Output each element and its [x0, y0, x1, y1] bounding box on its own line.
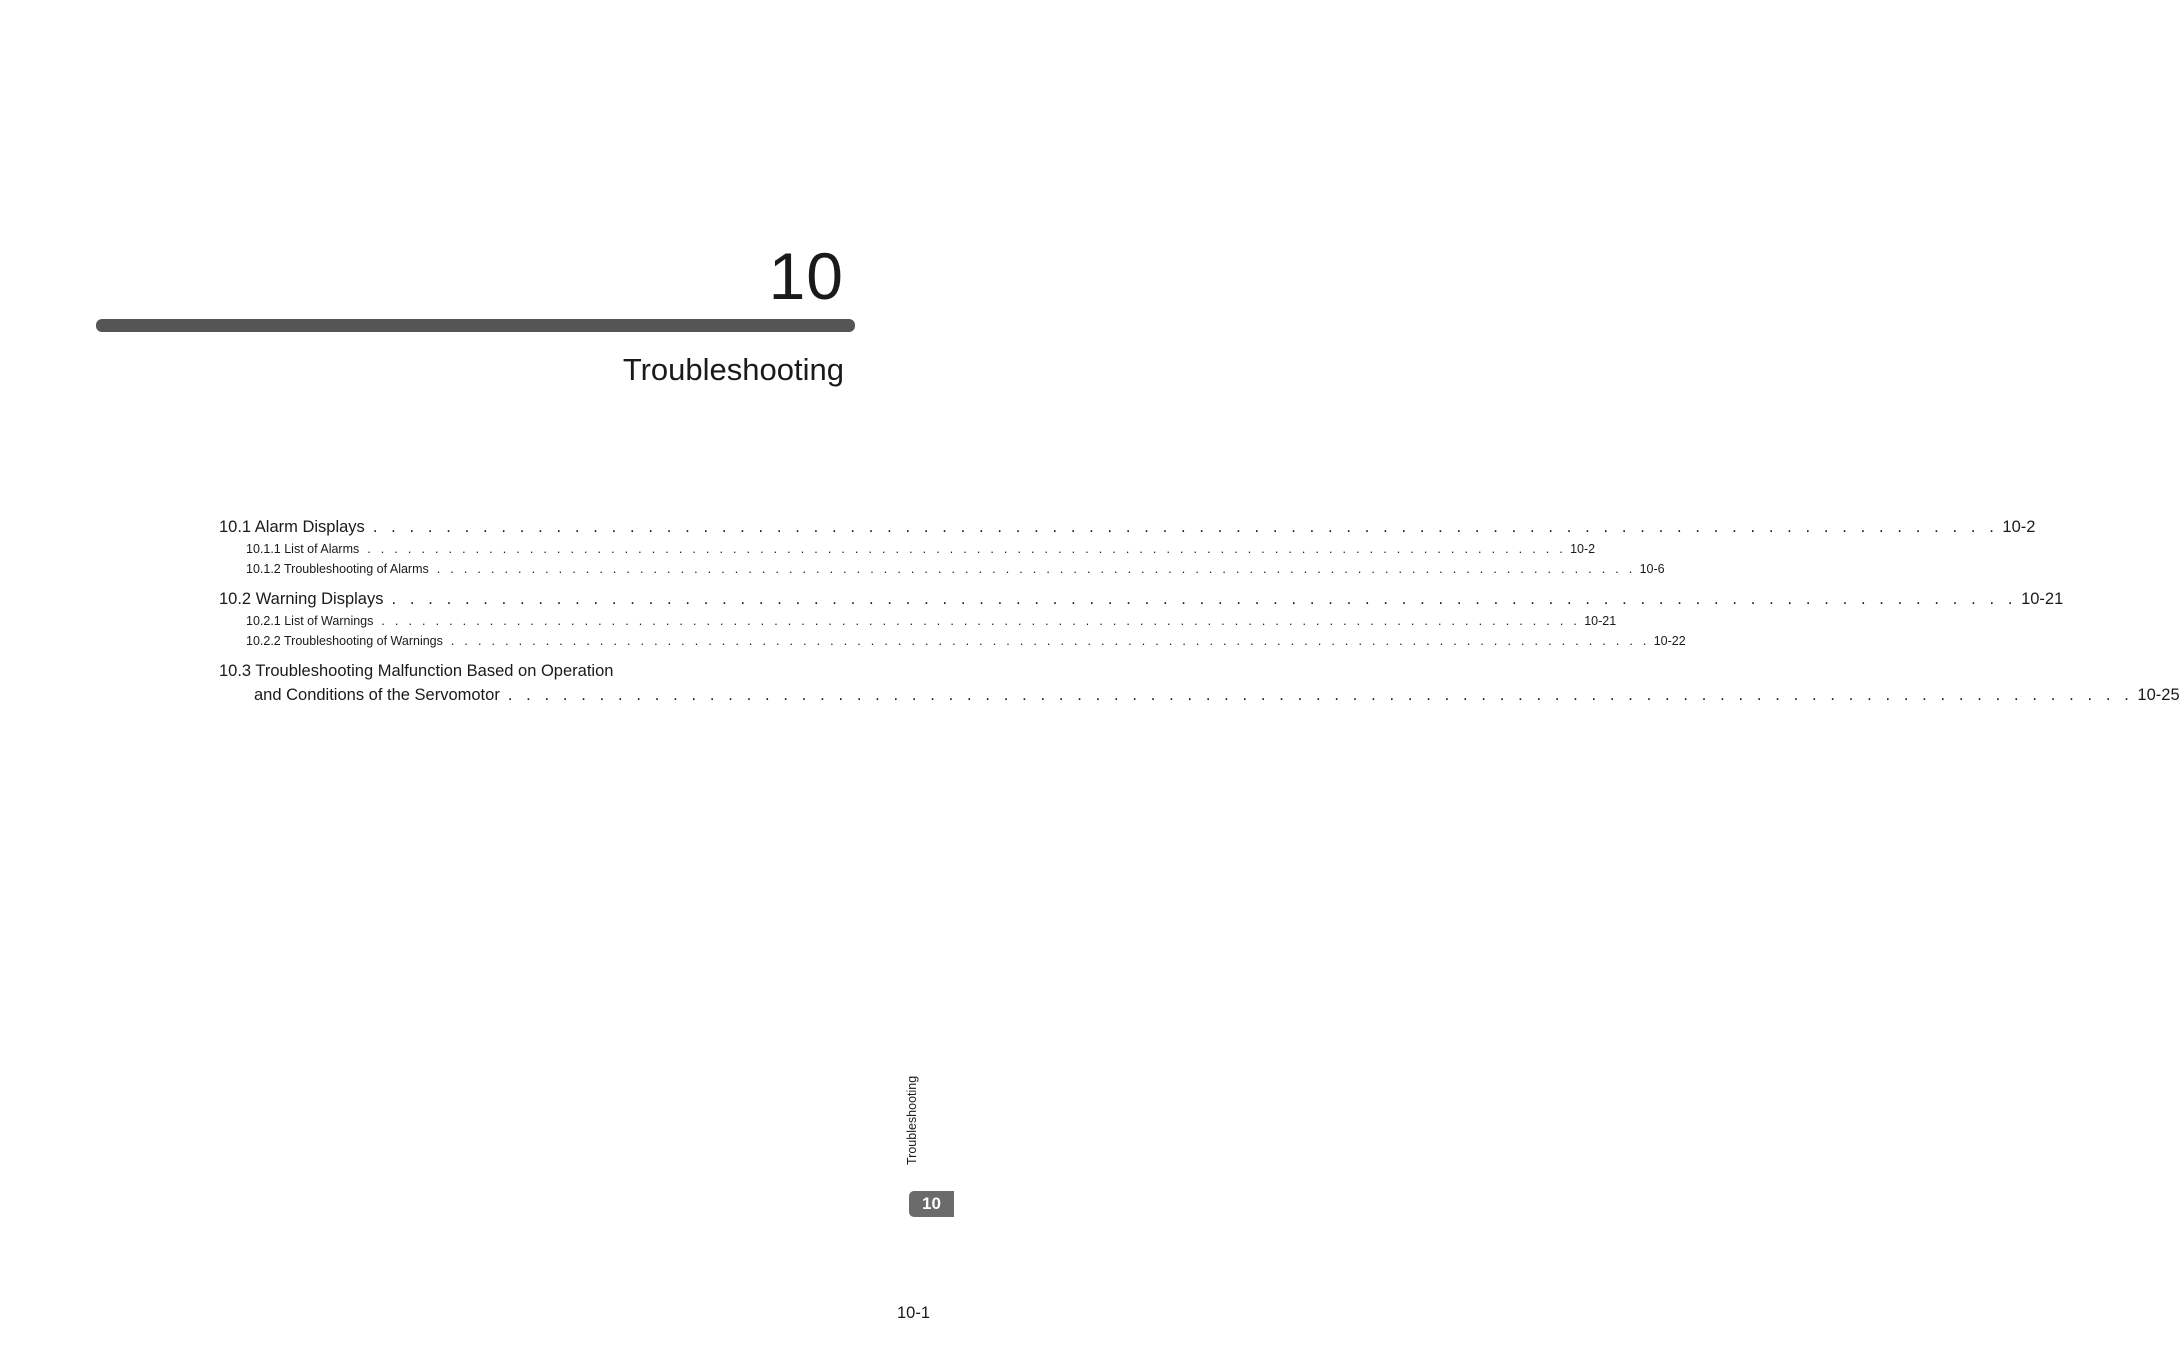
toc-entry-page: 10-2	[1570, 542, 1596, 556]
toc-entry-10-2[interactable]	[219, 587, 2064, 611]
toc-leader: . . . . . . . . . . . . . . . . . . . . . . . . . . . . . . . . . . . . . . . . . . . . . . . . . . . . . . . . . . . . . . . . . . . . . . . . . . . . . . . . . . . . . . . . .	[507, 686, 2134, 704]
chapter-number: 10	[768, 239, 844, 313]
toc-entry-10-2-2[interactable]	[219, 631, 1686, 651]
toc-entry-10-3[interactable]	[219, 659, 2180, 707]
toc-entry-page: 10-25	[2137, 686, 2180, 704]
toc-entry-10-1[interactable]	[219, 515, 2036, 539]
toc-entry-10-2-1[interactable]	[219, 611, 1617, 631]
toc-entry-page: 10-21	[1584, 614, 1617, 628]
toc-entry-label: 10.1 Alarm Displays	[219, 518, 365, 536]
toc-entry-label: 10.2.1 List of Warnings	[246, 614, 374, 628]
toc-entry-page: 10-22	[1653, 634, 1686, 648]
toc-leader: . . . . . . . . . . . . . . . . . . . . . . . . . . . . . . . . . . . . . . . . . . . . . . . . . . . . . . . . . . . . . . . . . . . . . . . . . . . . . . . . . . . . . . . . .	[450, 634, 1650, 648]
side-section-label: Troubleshooting	[905, 1075, 919, 1165]
toc-entry-page: 10-2	[2002, 518, 2036, 536]
toc-entry-label: 10.2.2 Troubleshooting of Warnings	[246, 634, 443, 648]
page-number: 10-1	[896, 1304, 930, 1322]
toc-leader: . . . . . . . . . . . . . . . . . . . . . . . . . . . . . . . . . . . . . . . . . . . . . . . . . . . . . . . . . . . . . . . . . . . . . . . . . . . . . . . . . . . . . . . . .	[436, 562, 1636, 576]
toc-entry-page: 10-6	[1639, 562, 1665, 576]
toc-entry-label: 10.3 Troubleshooting Malfunction Based on Operation	[219, 662, 614, 680]
toc-leader: . . . . . . . . . . . . . . . . . . . . . . . . . . . . . . . . . . . . . . . . . . . . . . . . . . . . . . . . . . . . . . . . . . . . . . . . . . . . . . . . . . . . . . . . .	[381, 614, 1581, 628]
toc-leader: . . . . . . . . . . . . . . . . . . . . . . . . . . . . . . . . . . . . . . . . . . . . . . . . . . . . . . . . . . . . . . . . . . . . . . . . . . . . . . . . . . . . . . . . .	[372, 518, 1999, 536]
toc-entry-label: 10.1.2 Troubleshooting of Alarms	[246, 562, 429, 576]
toc-leader: . . . . . . . . . . . . . . . . . . . . . . . . . . . . . . . . . . . . . . . . . . . . . . . . . . . . . . . . . . . . . . . . . . . . . . . . . . . . . . . . . . . . . . . . .	[391, 590, 2018, 608]
chapter-tab[interactable]: 10	[909, 1191, 954, 1217]
toc-leader: . . . . . . . . . . . . . . . . . . . . . . . . . . . . . . . . . . . . . . . . . . . . . . . . . . . . . . . . . . . . . . . . . . . . . . . . . . . . . . . . . . . . . . . . .	[367, 542, 1567, 556]
toc-entry-page: 10-21	[2021, 590, 2064, 608]
toc-entry-10-1-2[interactable]	[219, 559, 1665, 579]
toc-entry-10-1-1[interactable]	[219, 539, 1596, 559]
toc-entry-label: 10.2 Warning Displays	[219, 590, 384, 608]
table-of-contents	[219, 515, 2180, 707]
chapter-title: Troubleshooting	[622, 352, 844, 387]
chapter-divider	[96, 319, 855, 332]
toc-entry-label-continued: and Conditions of the Servomotor	[254, 686, 500, 704]
toc-entry-label: 10.1.1 List of Alarms	[246, 542, 360, 556]
